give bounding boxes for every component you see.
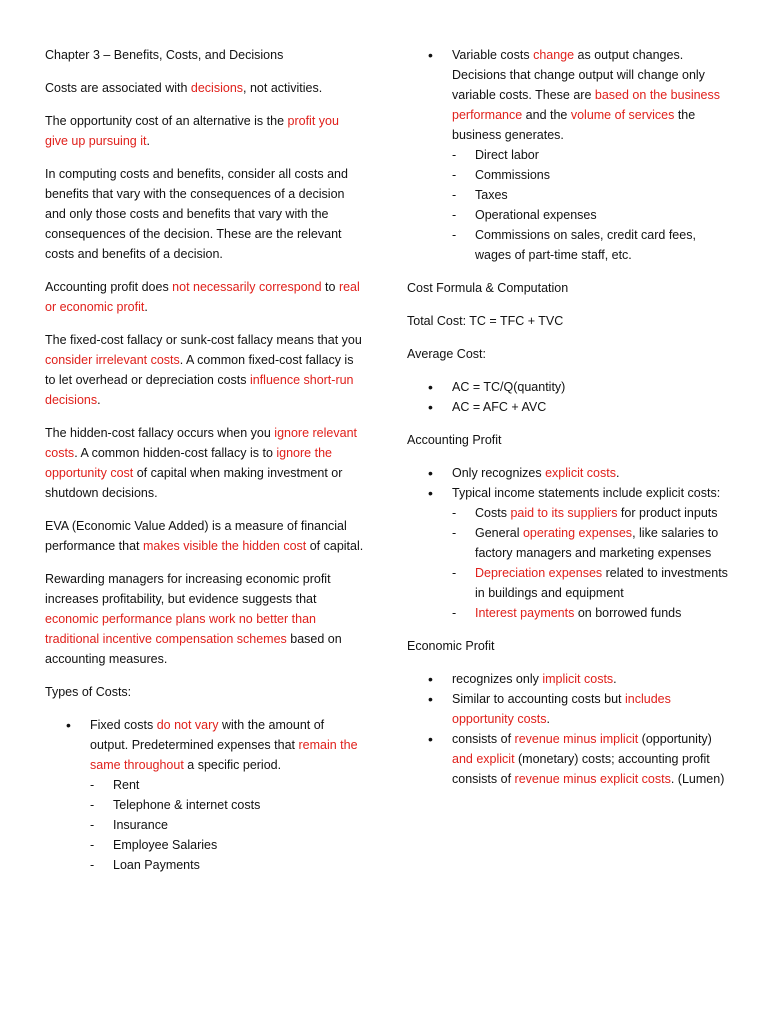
paragraph-opportunity-cost: The opportunity cost of an alternative is the profit you give up pursuing it. <box>45 114 339 148</box>
fixed-costs-examples <box>90 775 365 875</box>
total-cost-formula: Total Cost: TC = TFC + TVC <box>407 314 564 328</box>
economic-profit-list <box>407 669 732 789</box>
paragraph-costs-decisions: Costs are associated with decisions, not activities. <box>45 81 323 95</box>
list-item: - Commissions on sales, credit card fees, wages of part-time staff, etc. <box>452 225 732 265</box>
left-column <box>45 45 365 888</box>
list-item: • AC = TC/Q(quantity) <box>407 377 732 397</box>
variable-costs-list <box>407 45 732 265</box>
accounting-profit-heading: Accounting Profit <box>407 433 502 447</box>
list-item: - Taxes <box>452 185 732 205</box>
list-item: • Only recognizes explicit costs. <box>407 463 732 483</box>
list-item: - Telephone & internet costs <box>90 795 365 815</box>
list-item: - Employee Salaries <box>90 835 365 855</box>
list-item: - Commissions <box>452 165 732 185</box>
list-item: - Costs paid to its suppliers for product inputs <box>452 503 732 523</box>
types-of-costs-heading: Types of Costs: <box>45 685 132 699</box>
paragraph-eva: EVA (Economic Value Added) is a measure of financial performance that makes visible the hidden cost of capital. <box>45 519 364 553</box>
accounting-profit-list <box>407 463 732 623</box>
list-item: • AC = AFC + AVC <box>407 397 732 417</box>
average-cost-label: Average Cost: <box>407 347 486 361</box>
list-item: • Typical income statements include explicit costs: - Costs paid to its suppliers for product inputs - General operating expenses, like salaries to factory managers and marketing expenses - Depreciation expenses related to investments in buildings and equipment - Interest payments on borrowed funds <box>407 483 732 623</box>
right-column <box>407 45 732 802</box>
paragraph-rewarding-managers: Rewarding managers for increasing economic profit increases profitability, but evidence suggests that economic performance plans work no better than traditional incentive compensation schemes based on accounting measures. <box>45 572 342 666</box>
paragraph-fixed-cost-fallacy: The fixed-cost fallacy or sunk-cost fallacy means that you consider irrelevant costs. A common fixed-cost fallacy is to let overhead or depreciation costs influence short-run decisions. <box>45 333 362 407</box>
list-item: • Similar to accounting costs but includes opportunity costs. <box>407 689 732 729</box>
list-item: • recognizes only implicit costs. <box>407 669 732 689</box>
fixed-costs-item: • Fixed costs do not vary with the amount of output. Predetermined expenses that remain the same throughout a specific period. - Rent - Telephone & internet costs - Insurance - Employee Salaries - Loan Payments <box>45 715 365 875</box>
list-item: - Insurance <box>90 815 365 835</box>
list-item: - Operational expenses <box>452 205 732 225</box>
paragraph-accounting-profit: Accounting profit does not necessarily correspond to real or economic profit. <box>45 280 360 314</box>
average-cost-list <box>407 377 732 417</box>
economic-profit-heading: Economic Profit <box>407 639 495 653</box>
explicit-costs-examples <box>452 503 732 623</box>
variable-costs-examples <box>452 145 732 265</box>
list-item: - General operating expenses, like salaries to factory managers and marketing expenses <box>452 523 732 563</box>
paragraph-relevant-costs: In computing costs and benefits, consider all costs and benefits that vary with the consequences of a decision and only those costs and benefits that vary with the consequences of the decision. These are the relevant costs and benefits of a decision. <box>45 167 348 261</box>
fixed-costs-list <box>45 715 365 875</box>
list-item: • consists of revenue minus implicit (opportunity) and explicit (monetary) costs; accounting profit consists of revenue minus explicit costs. (Lumen) <box>407 729 732 789</box>
chapter-title: Chapter 3 – Benefits, Costs, and Decisions <box>45 48 284 62</box>
list-item: - Rent <box>90 775 365 795</box>
cost-formula-heading: Cost Formula & Computation <box>407 281 569 295</box>
list-item: - Loan Payments <box>90 855 365 875</box>
paragraph-hidden-cost-fallacy: The hidden-cost fallacy occurs when you ignore relevant costs. A common hidden-cost fallacy is to ignore the opportunity cost of capital when making investment or shutdown decisions. <box>45 426 357 500</box>
list-item: - Direct labor <box>452 145 732 165</box>
list-item: - Interest payments on borrowed funds <box>452 603 732 623</box>
list-item: - Depreciation expenses related to investments in buildings and equipment <box>452 563 732 603</box>
variable-costs-item: • Variable costs change as output changes. Decisions that change output will change only variable costs. These are based on the business performance and the volume of services the business generates. - Direct labor - Commissions - Taxes - Operational expenses - Commissions on sales, credit card fees, wages of part-time staff, etc. <box>407 45 732 265</box>
